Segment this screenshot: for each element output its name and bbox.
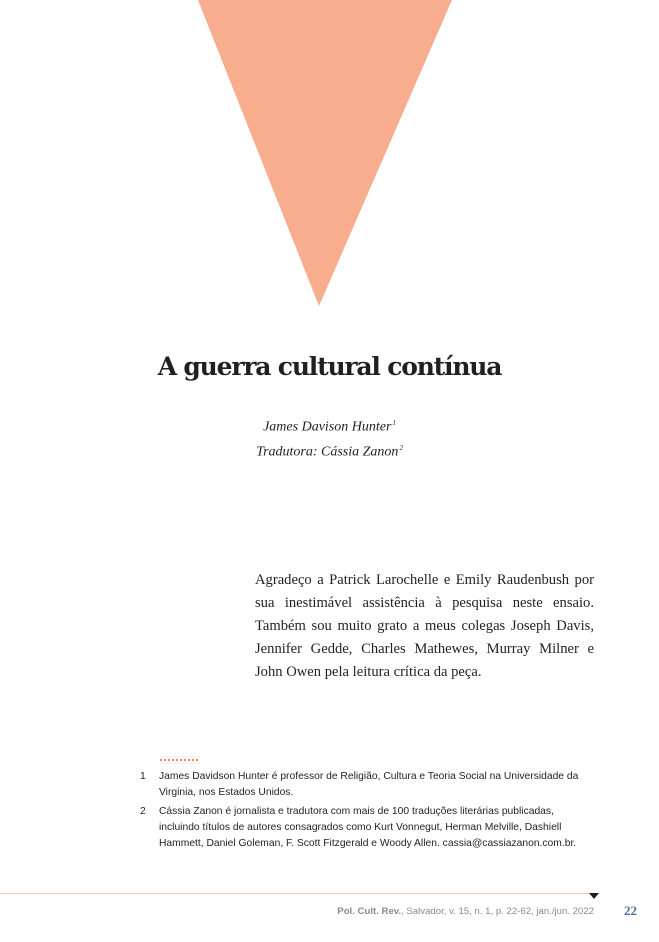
page-number: 22 xyxy=(624,903,637,918)
journal-citation xyxy=(337,906,594,917)
footnote-item xyxy=(140,769,594,802)
footnote-number: 1 xyxy=(140,771,146,782)
author-line xyxy=(0,413,659,438)
author-footnote-ref[interactable]: 1 xyxy=(392,419,396,427)
citation-details: , Salvador, v. 15, n. 1, p. 22-62, jan./jun. 2022 xyxy=(401,906,594,917)
author-name: James Davison Hunter xyxy=(263,419,392,435)
triangle-shape xyxy=(198,0,452,306)
footer-rule xyxy=(0,893,596,894)
footnotes xyxy=(140,769,594,854)
triangle-down-icon xyxy=(589,893,599,899)
footnote-text: Cássia Zanon é jornalista e tradutora com mais de 100 traduções literárias publicadas, incluindo títulos de autores consagrados como Kurt Vonnegut, Herman Melville, Dashiell Hammett, Daniel Goleman, F. Scott Fitzgerald e Woody Allen. cassia@cassiazanon.com.br. xyxy=(159,805,577,850)
acknowledgment-paragraph: Agradeço a Patrick Larochelle e Emily Raudenbush por sua inestimável assistência à pesquisa neste ensaio. Também sou muito grato a meus colegas Joseph Davis, Jennifer Gedde, Charles Mathewes, Murray Milner e John Owen pela leitura crítica da peça. xyxy=(255,572,594,681)
footnote-text: James Davidson Hunter é professor de Religião, Cultura e Teoria Social na Universidade da Virginia, nos Estados Unidos. xyxy=(159,771,579,799)
journal-name: Pol. Cult. Rev. xyxy=(337,906,402,917)
byline xyxy=(0,413,659,462)
footnote-number: 2 xyxy=(140,805,146,817)
translator-line xyxy=(0,438,659,463)
translator-footnote-ref[interactable]: 2 xyxy=(399,443,403,452)
footnote-separator xyxy=(160,759,198,761)
article-title: A guerra cultural contínua xyxy=(157,352,502,381)
translator-name: Tradutora: Cássia Zanon xyxy=(256,444,399,460)
footnote-item xyxy=(140,804,594,853)
decorative-triangle xyxy=(0,0,659,310)
